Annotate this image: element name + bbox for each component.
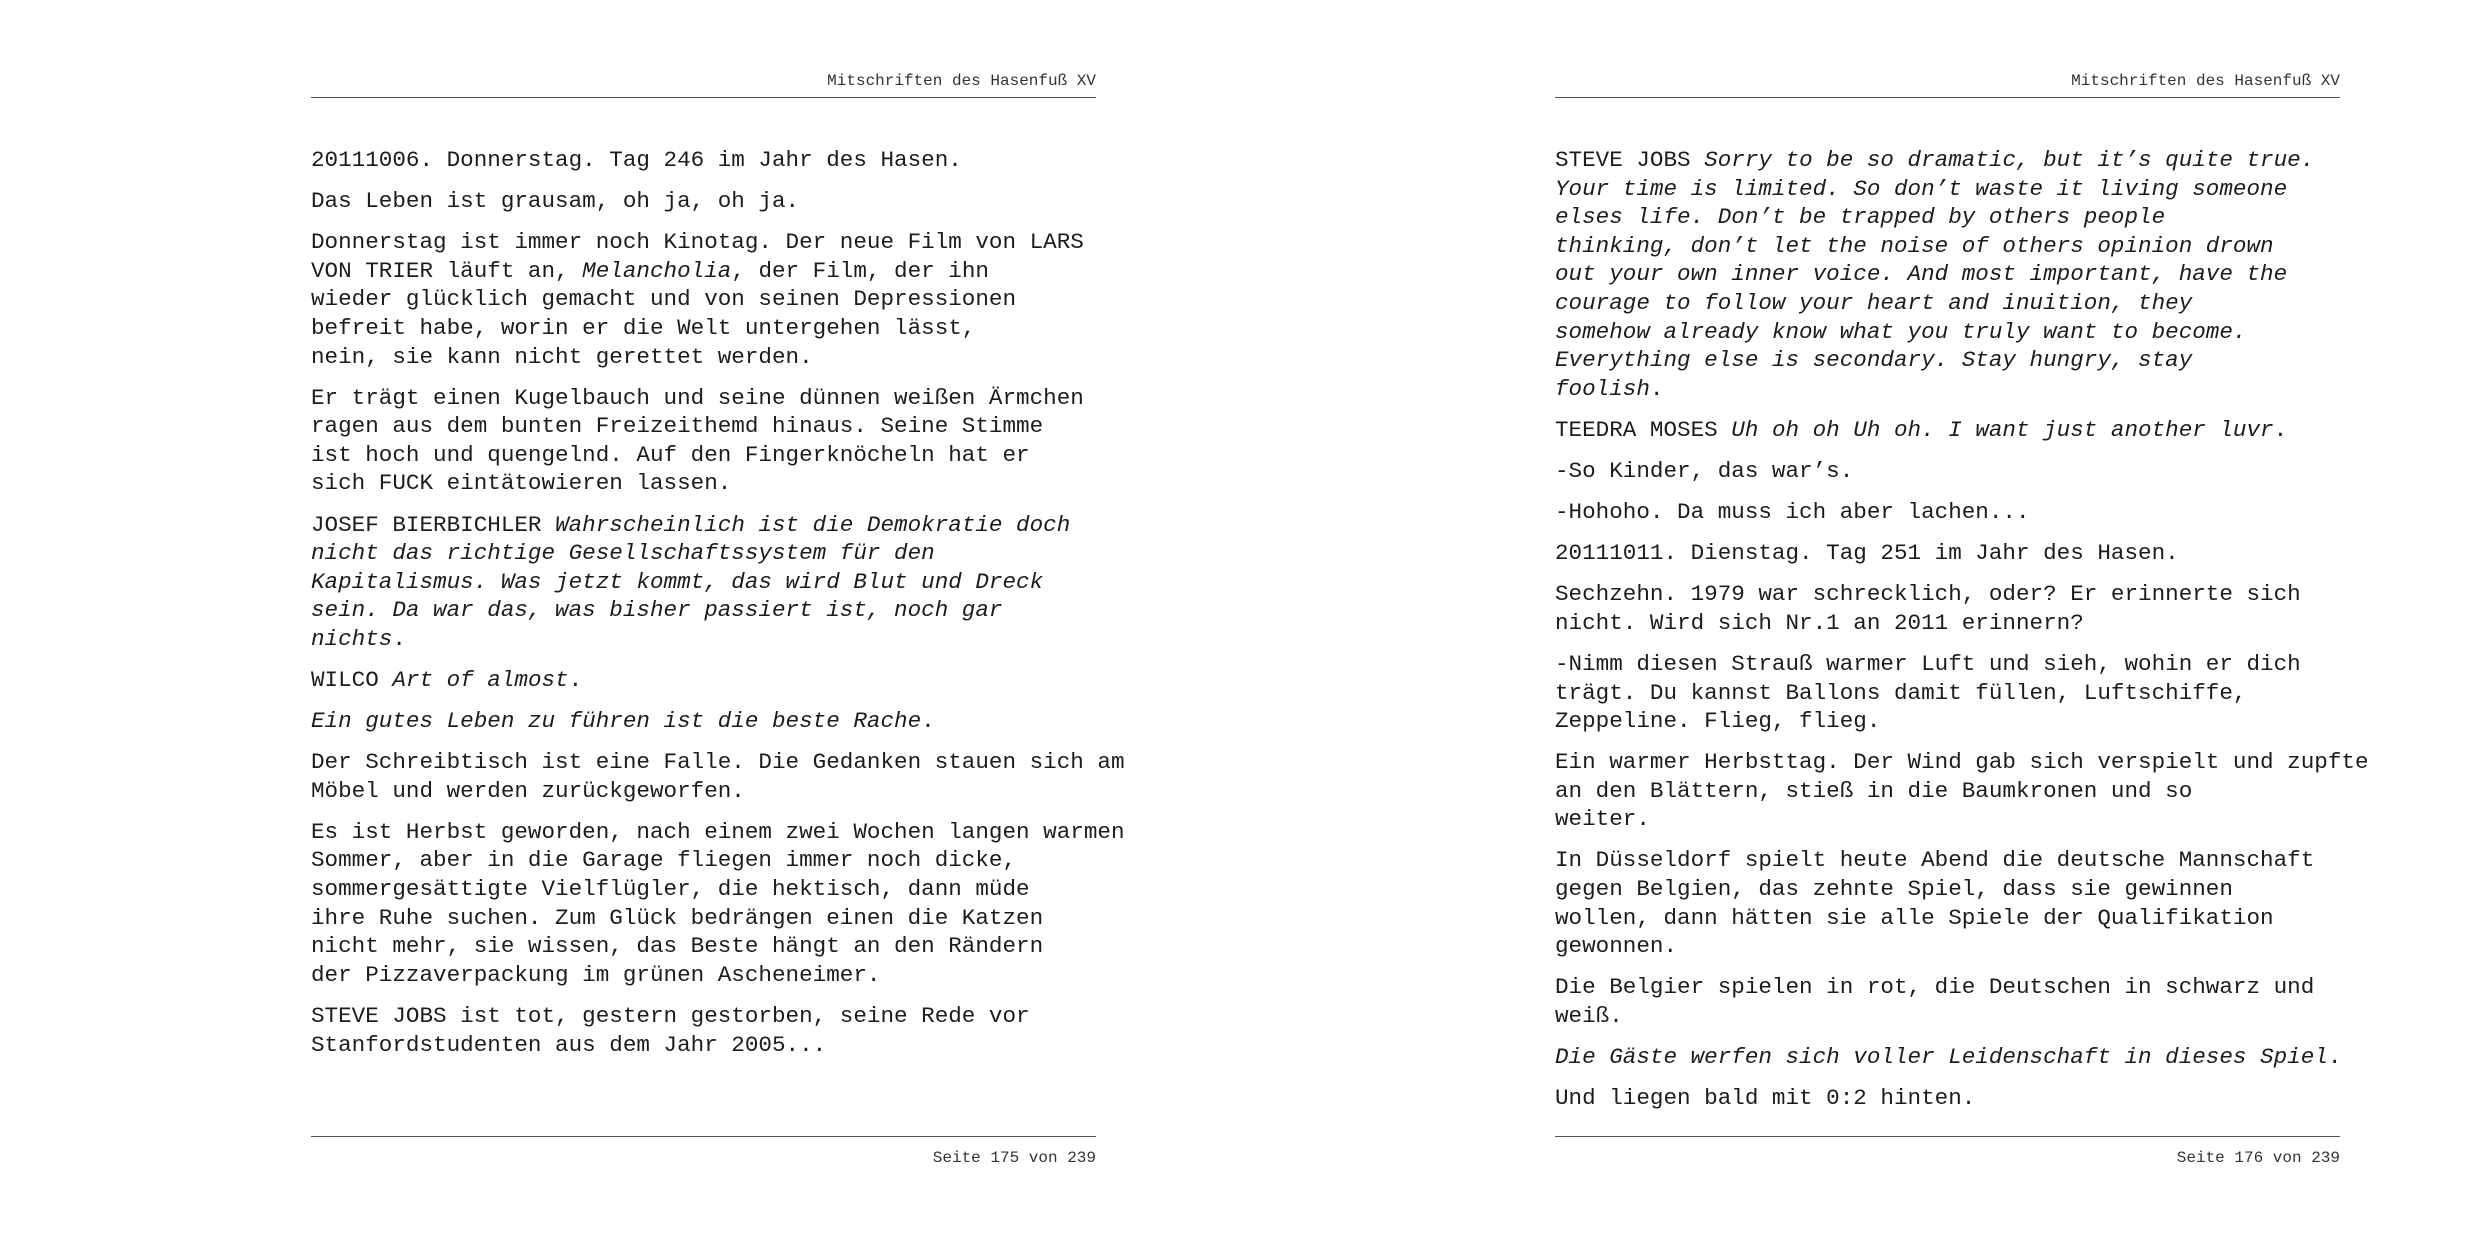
text-line — [1555, 457, 2345, 486]
text-run: -Nimm diesen Strauß warmer Luft und sieh, wohin er dich — [1555, 650, 2301, 677]
paragraph — [1555, 846, 2345, 960]
text-line — [1555, 973, 2345, 1002]
text-line — [1555, 175, 2345, 204]
text-line — [311, 596, 1101, 625]
italic-text: courage to follow your heart and inuition, they — [1555, 289, 2193, 316]
body-text — [311, 146, 1125, 1072]
paragraph — [1555, 1043, 2345, 1072]
text-run: weiß. — [1555, 1002, 1623, 1029]
text-line — [311, 187, 1101, 216]
paragraph — [311, 187, 1101, 216]
text-line — [311, 469, 1101, 498]
text-line — [1555, 1043, 2345, 1072]
text-line — [1555, 1084, 2345, 1113]
text-line — [1555, 498, 2345, 527]
text-run: Sommer, aber in die Garage fliegen immer noch dicke, — [311, 847, 1017, 874]
text-line — [311, 666, 1101, 695]
text-run: trägt. Du kannst Ballons damit füllen, Luftschiffe, — [1555, 679, 2247, 706]
italic-text: Everything else is secondary. Stay hungry, stay — [1555, 347, 2193, 374]
text-line — [1555, 146, 2345, 175]
text-run: Sechzehn. 1979 war schrecklich, oder? Er erinnerte sich — [1555, 581, 2301, 608]
text-line — [1555, 904, 2345, 933]
text-run: WILCO — [311, 667, 393, 693]
italic-text: Art of almost — [392, 667, 569, 693]
text-run: gewonnen. — [1555, 933, 1678, 960]
text-run: gegen Belgien, das zehnte Spiel, dass sie gewinnen — [1555, 876, 2233, 903]
paragraph — [1555, 748, 2369, 834]
text-run: -Hohoho. Da muss ich aber lachen... — [1555, 499, 2030, 526]
paragraph — [1555, 539, 2345, 568]
text-run: . — [392, 625, 406, 652]
header-rule — [1555, 97, 2340, 98]
text-line — [1555, 846, 2345, 875]
paragraph — [311, 748, 1125, 805]
text-run: Er trägt einen Kugelbauch und seine dünnen weißen Ärmchen — [311, 384, 1084, 411]
paragraph — [311, 146, 1101, 175]
italic-text: Kapitalismus. Was jetzt kommt, das wird Blut und Dreck — [311, 568, 1044, 595]
text-run: nicht. Wird sich Nr.1 an 2011 erinnern? — [1555, 609, 2084, 636]
text-run: befreit habe, worin er die Welt untergehen lässt, — [311, 314, 976, 341]
paragraph — [311, 384, 1101, 498]
text-line — [311, 961, 1101, 990]
italic-text: Your time is limited. So don’t waste it living someone — [1555, 175, 2288, 202]
text-line — [1555, 346, 2345, 375]
paragraph — [311, 666, 1101, 695]
text-line — [1555, 748, 2369, 777]
text-run: STEVE JOBS — [1555, 147, 1705, 173]
paragraph — [311, 1002, 1101, 1059]
paragraph — [1555, 457, 2345, 486]
running-header: Mitschriften des Hasenfuß XV — [2071, 72, 2340, 90]
text-line — [1555, 777, 2345, 806]
text-line — [311, 412, 1101, 441]
italic-text: elses life. Don’t be trapped by others people — [1555, 204, 2166, 231]
text-line — [311, 904, 1101, 933]
text-line — [1555, 1002, 2345, 1031]
text-line — [311, 257, 1101, 286]
text-line — [311, 146, 1101, 175]
text-run: JOSEF BIERBICHLER — [311, 511, 556, 538]
text-line — [311, 343, 1101, 372]
text-run: Ein warmer Herbsttag. Der Wind gab sich verspielt und zupfte — [1555, 749, 2369, 776]
paragraph — [1555, 498, 2345, 527]
text-line — [311, 846, 1101, 875]
text-line — [311, 539, 1101, 568]
text-line — [311, 1031, 1101, 1060]
text-line — [311, 1002, 1101, 1031]
text-run: . — [1649, 375, 1664, 402]
italic-text: Uh oh oh Uh oh. I want just another luvr — [1731, 416, 2274, 443]
text-line — [1555, 679, 2345, 708]
text-line — [311, 932, 1101, 961]
paragraph — [1555, 650, 2345, 736]
italic-text: nichts — [311, 625, 393, 652]
text-run: . — [921, 708, 935, 735]
paragraph — [311, 228, 1101, 371]
paragraph — [1555, 973, 2345, 1030]
text-run: der Pizzaverpackung im grünen Ascheneimer. — [311, 961, 881, 988]
text-line — [1555, 580, 2345, 609]
italic-text: Wahrscheinlich ist die Demokratie doch — [555, 511, 1071, 538]
text-line — [1555, 318, 2345, 347]
text-run: Der Schreibtisch ist eine Falle. Die Gedanken stauen sich am — [311, 749, 1125, 776]
text-run: weiter. — [1555, 806, 1650, 833]
left-page — [311, 0, 1125, 1240]
text-run: Stanfordstudenten aus dem Jahr 2005... — [311, 1031, 827, 1058]
text-line — [311, 314, 1101, 343]
text-line — [1555, 416, 2345, 445]
paragraph — [311, 707, 1101, 736]
paragraph — [1555, 416, 2345, 445]
text-run: In Düsseldorf spielt heute Abend die deutsche Mannschaft — [1555, 847, 2315, 874]
text-line — [1555, 875, 2345, 904]
footer-rule — [1555, 1136, 2340, 1137]
text-line — [1555, 707, 2345, 736]
text-run: an den Blättern, stieß in die Baumkronen und so — [1555, 777, 2193, 804]
paragraph — [311, 818, 1125, 990]
italic-text: nicht das richtige Gesellschaftssystem für den — [311, 540, 935, 567]
text-line — [311, 748, 1125, 777]
text-line — [1555, 609, 2345, 638]
footer-rule — [311, 1136, 1096, 1137]
text-run: , der Film, der ihn — [731, 257, 989, 284]
text-run: Zeppeline. Flieg, flieg. — [1555, 708, 1881, 735]
text-run: wollen, dann hätten sie alle Spiele der Qualifikation — [1555, 904, 2274, 931]
text-run: ist hoch und quengelnd. Auf den Fingerknöcheln hat er — [311, 441, 1030, 468]
text-line — [311, 568, 1101, 597]
text-run: . — [2327, 1044, 2342, 1071]
text-line — [311, 707, 1101, 736]
text-line — [1555, 289, 2345, 318]
text-run: . — [568, 667, 583, 693]
text-run: 20111006. Donnerstag. Tag 246 im Jahr des Hasen. — [311, 147, 962, 173]
text-run: 20111011. Dienstag. Tag 251 im Jahr des Hasen. — [1555, 540, 2179, 567]
right-page — [1555, 0, 2369, 1240]
text-run: . — [2273, 416, 2288, 443]
italic-text: somehow already know what you truly want to become. — [1555, 318, 2247, 345]
text-run: VON TRIER läuft an, — [311, 257, 583, 284]
text-line — [1555, 650, 2345, 679]
italic-text: Melancholia — [582, 257, 732, 284]
page-number: Seite 175 von 239 — [932, 1149, 1096, 1167]
paragraph — [311, 511, 1101, 654]
text-line — [1555, 232, 2345, 261]
paragraph — [1555, 580, 2345, 637]
header-rule — [311, 97, 1096, 98]
italic-text: thinking, don’t let the noise of others opinion drown — [1555, 232, 2274, 259]
paragraph — [1555, 146, 2345, 403]
text-line — [311, 625, 1101, 654]
text-line — [311, 441, 1101, 470]
paragraph — [1555, 1084, 2345, 1113]
italic-text: out your own inner voice. And most important, have the — [1555, 261, 2288, 288]
text-run: ihre Ruhe suchen. Zum Glück bedrängen einen die Katzen — [311, 904, 1044, 931]
text-run: nein, sie kann nicht gerettet werden. — [311, 343, 813, 370]
text-run: Das Leben ist grausam, oh ja, oh ja. — [311, 188, 800, 215]
text-run: Möbel und werden zurückgeworfen. — [311, 777, 745, 804]
text-run: Es ist Herbst geworden, nach einem zwei Wochen langen warmen — [311, 818, 1125, 845]
text-line — [311, 875, 1101, 904]
text-line — [311, 777, 1101, 806]
italic-text: Sorry to be so dramatic, but it’s quite true. — [1704, 147, 2315, 173]
text-line — [1555, 375, 2345, 404]
text-line — [1555, 539, 2345, 568]
text-run: sommergesättigte Vielflügler, die hektisch, dann müde — [311, 876, 1030, 903]
text-line — [311, 228, 1101, 257]
body-text — [1555, 146, 2369, 1125]
text-run: Donnerstag ist immer noch Kinotag. Der neue Film von LARS — [311, 229, 1084, 256]
italic-text: Ein gutes Leben zu führen ist die beste Rache — [311, 708, 922, 735]
text-line — [311, 511, 1101, 540]
text-line — [311, 818, 1125, 847]
italic-text: foolish — [1555, 375, 1650, 402]
text-run: -So Kinder, das war’s. — [1555, 457, 1854, 484]
running-header: Mitschriften des Hasenfuß XV — [827, 72, 1096, 90]
text-line — [311, 384, 1101, 413]
text-run: nicht mehr, sie wissen, das Beste hängt an den Rändern — [311, 933, 1044, 960]
text-line — [1555, 805, 2345, 834]
text-run: TEEDRA MOSES — [1555, 416, 1732, 443]
text-line — [1555, 260, 2345, 289]
text-run: wieder glücklich gemacht und von seinen Depressionen — [311, 286, 1017, 313]
text-run: Und liegen bald mit 0:2 hinten. — [1555, 1085, 1976, 1112]
italic-text: Die Gäste werfen sich voller Leidenschaft in dieses Spiel — [1555, 1044, 2328, 1071]
italic-text: sein. Da war das, was bisher passiert ist, noch gar — [311, 597, 1003, 624]
page-number: Seite 176 von 239 — [2176, 1149, 2340, 1167]
text-line — [1555, 203, 2345, 232]
text-line — [311, 285, 1101, 314]
text-run: Die Belgier spielen in rot, die Deutschen in schwarz und — [1555, 974, 2315, 1001]
text-run: sich FUCK eintätowieren lassen. — [311, 470, 732, 497]
text-line — [1555, 932, 2345, 961]
text-run: STEVE JOBS ist tot, gestern gestorben, seine Rede vor — [311, 1002, 1030, 1029]
text-run: ragen aus dem bunten Freizeithemd hinaus. Seine Stimme — [311, 413, 1044, 440]
